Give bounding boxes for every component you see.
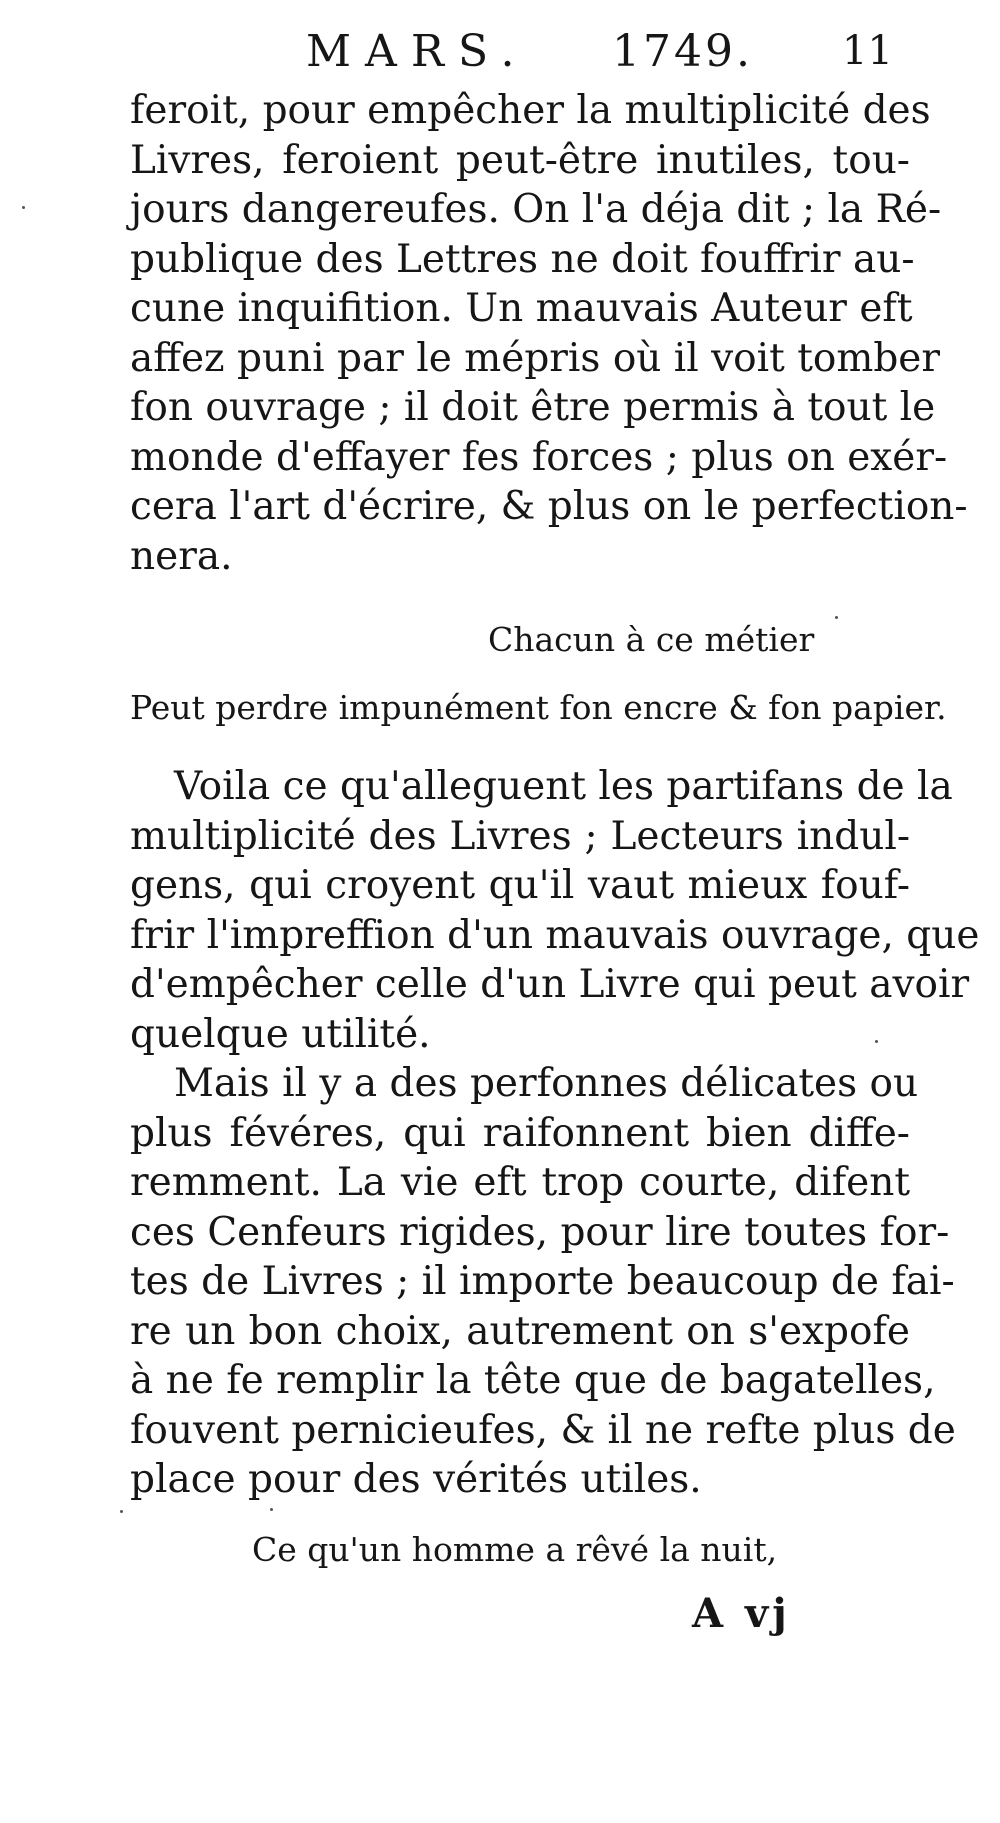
text-line: place pour des vérités utiles. bbox=[130, 1457, 702, 1502]
text-line: tes de Livres ; il importe beaucoup de fai- bbox=[130, 1259, 955, 1304]
text-line: multiplicité des Livres ; Lecteurs indul- bbox=[130, 813, 910, 859]
text-line: monde d'effayer fes forces ; plus on exér- bbox=[130, 434, 948, 480]
quote-line: Peut perdre impunément fon encre & fon papier. bbox=[130, 688, 947, 727]
paragraph-2 bbox=[130, 762, 980, 1059]
text-line: plus févéres, qui raifonnent bien diffe- bbox=[130, 1110, 910, 1156]
running-header bbox=[0, 20, 1000, 90]
print-speck bbox=[22, 206, 25, 209]
text-line: gens, qui croyent qu'il vaut mieux fouf- bbox=[130, 863, 910, 908]
text-line: remment. La vie eft trop courte, difent bbox=[130, 1160, 910, 1205]
text-line: Mais il y a des perfonnes délicates ou bbox=[174, 1061, 919, 1106]
text-line: jours dangereufes. On l'a déja dit ; la Ré- bbox=[130, 187, 942, 232]
text-line: fon ouvrage ; il doit être permis à tout le bbox=[130, 385, 936, 430]
page-number: 11 bbox=[842, 28, 893, 74]
text-line: Voila ce qu'alleguent les partifans de la bbox=[174, 764, 953, 809]
quote-line: Ce qu'un homme a rêvé la nuit, bbox=[252, 1530, 778, 1569]
text-line: frir l'impreffion d'un mauvais ouvrage, que bbox=[130, 912, 980, 958]
text-line: feroit, pour empêcher la multiplicité des bbox=[130, 88, 931, 133]
paragraph-3 bbox=[130, 1059, 956, 1505]
text-line: ces Cenfeurs rigides, pour lire toutes for- bbox=[130, 1209, 950, 1255]
text-line: cune inquifition. Un mauvais Auteur eft bbox=[130, 286, 913, 331]
text-line: fouvent pernicieufes, & il ne refte plus de bbox=[130, 1407, 956, 1453]
text-line: quelque utilité. bbox=[130, 1011, 431, 1057]
text-line: cera l'art d'écrire, & plus on le perfection- bbox=[130, 484, 968, 529]
text-line: affez puni par le mépris où il voit tomber bbox=[130, 335, 941, 381]
quote-line: Chacun à ce métier bbox=[488, 620, 815, 659]
text-line: nera. bbox=[130, 533, 233, 579]
text-line: Livres, feroient peut-être inutiles, tou- bbox=[130, 137, 910, 183]
text-line: publique des Lettres ne doit fouffrir au- bbox=[130, 236, 915, 282]
text-line: re un bon choix, autrement on s'expofe bbox=[130, 1308, 910, 1354]
print-speck bbox=[875, 1040, 878, 1043]
header-month: MARS. bbox=[306, 26, 529, 77]
signature-mark: A vj bbox=[692, 1590, 791, 1637]
print-speck bbox=[835, 616, 838, 619]
text-line: d'empêcher celle d'un Livre qui peut avoir bbox=[130, 962, 970, 1007]
print-speck bbox=[270, 1508, 273, 1511]
paragraph-1 bbox=[130, 86, 968, 581]
print-speck bbox=[120, 1510, 123, 1513]
header-year: 1749. bbox=[612, 26, 753, 77]
text-line: à ne fe remplir la tête que de bagatelles, bbox=[130, 1358, 936, 1403]
